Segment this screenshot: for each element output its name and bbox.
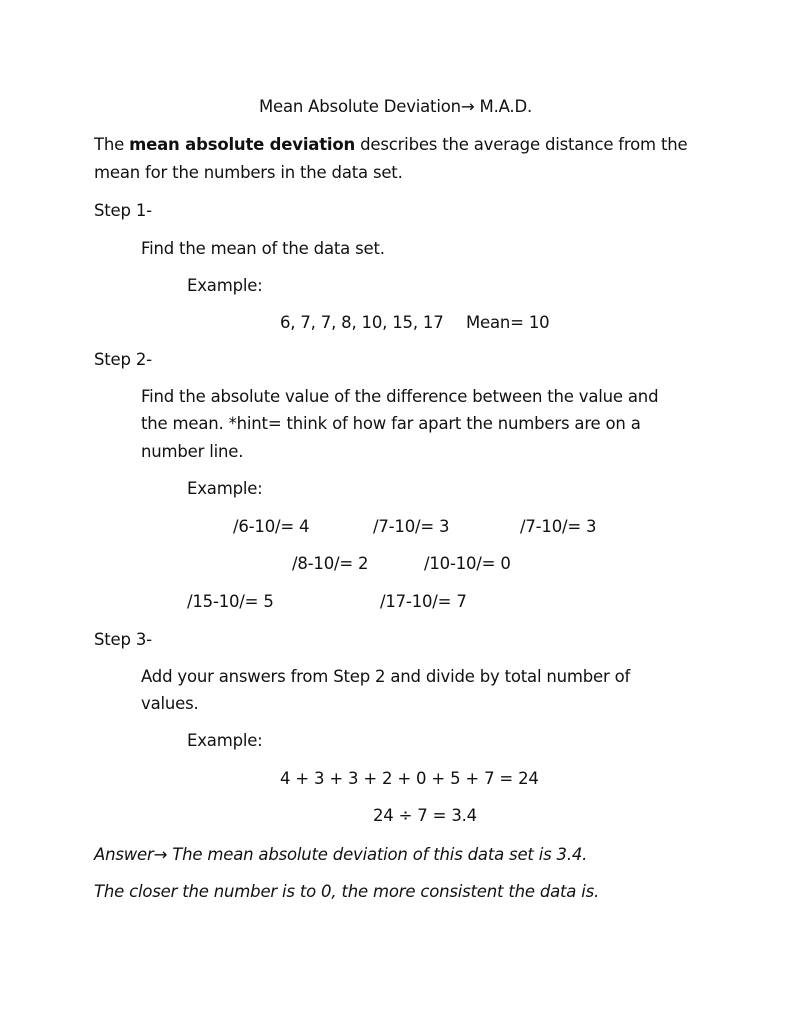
step-2-instruction-line-1: Find the absolute value of the difference between the value and (141, 387, 659, 406)
step-3-division: 24 ÷ 7 = 3.4 (373, 806, 477, 825)
step-3-example-label: Example: (187, 731, 263, 750)
answer-statement: Answer→ The mean absolute deviation of this data set is 3.4. (94, 845, 588, 864)
difference-item: /10-10/= 0 (424, 554, 511, 573)
difference-item: /7-10/= 3 (373, 517, 450, 536)
intro-line-1 (94, 135, 687, 155)
difference-item: /8-10/= 2 (292, 554, 369, 573)
step-2-instruction-line-2: the mean. *hint= think of how far apart the numbers are on a (141, 414, 641, 433)
step-3-instruction-line-2: values. (141, 694, 199, 713)
step-1-mean: Mean= 10 (466, 313, 550, 332)
difference-item: /6-10/= 4 (233, 517, 310, 536)
difference-item: /17-10/= 7 (380, 592, 467, 611)
intro-term: mean absolute deviation (129, 135, 356, 154)
difference-item: /7-10/= 3 (520, 517, 597, 536)
intro-line-2: mean for the numbers in the data set. (94, 163, 403, 182)
step-1-data-set: 6, 7, 7, 8, 10, 15, 17 (280, 313, 444, 332)
step-1-label: Step 1- (94, 201, 152, 220)
step-2-label: Step 2- (94, 350, 152, 369)
step-1-example-label: Example: (187, 276, 263, 295)
step-2-example-label: Example: (187, 479, 263, 498)
step-3-sum: 4 + 3 + 3 + 2 + 0 + 5 + 7 = 24 (280, 769, 539, 788)
conclusion-statement: The closer the number is to 0, the more consistent the data is. (94, 882, 600, 901)
step-3-instruction-line-1: Add your answers from Step 2 and divide by total number of (141, 667, 631, 686)
difference-item: /15-10/= 5 (187, 592, 274, 611)
step-3-label: Step 3- (94, 630, 152, 649)
intro-suffix: describes the average distance from the (355, 135, 688, 154)
step-1-instruction: Find the mean of the data set. (141, 239, 385, 258)
step-2-instruction-line-3: number line. (141, 442, 244, 461)
intro-prefix: The (94, 135, 130, 154)
document-title: Mean Absolute Deviation→ M.A.D. (258, 97, 533, 116)
